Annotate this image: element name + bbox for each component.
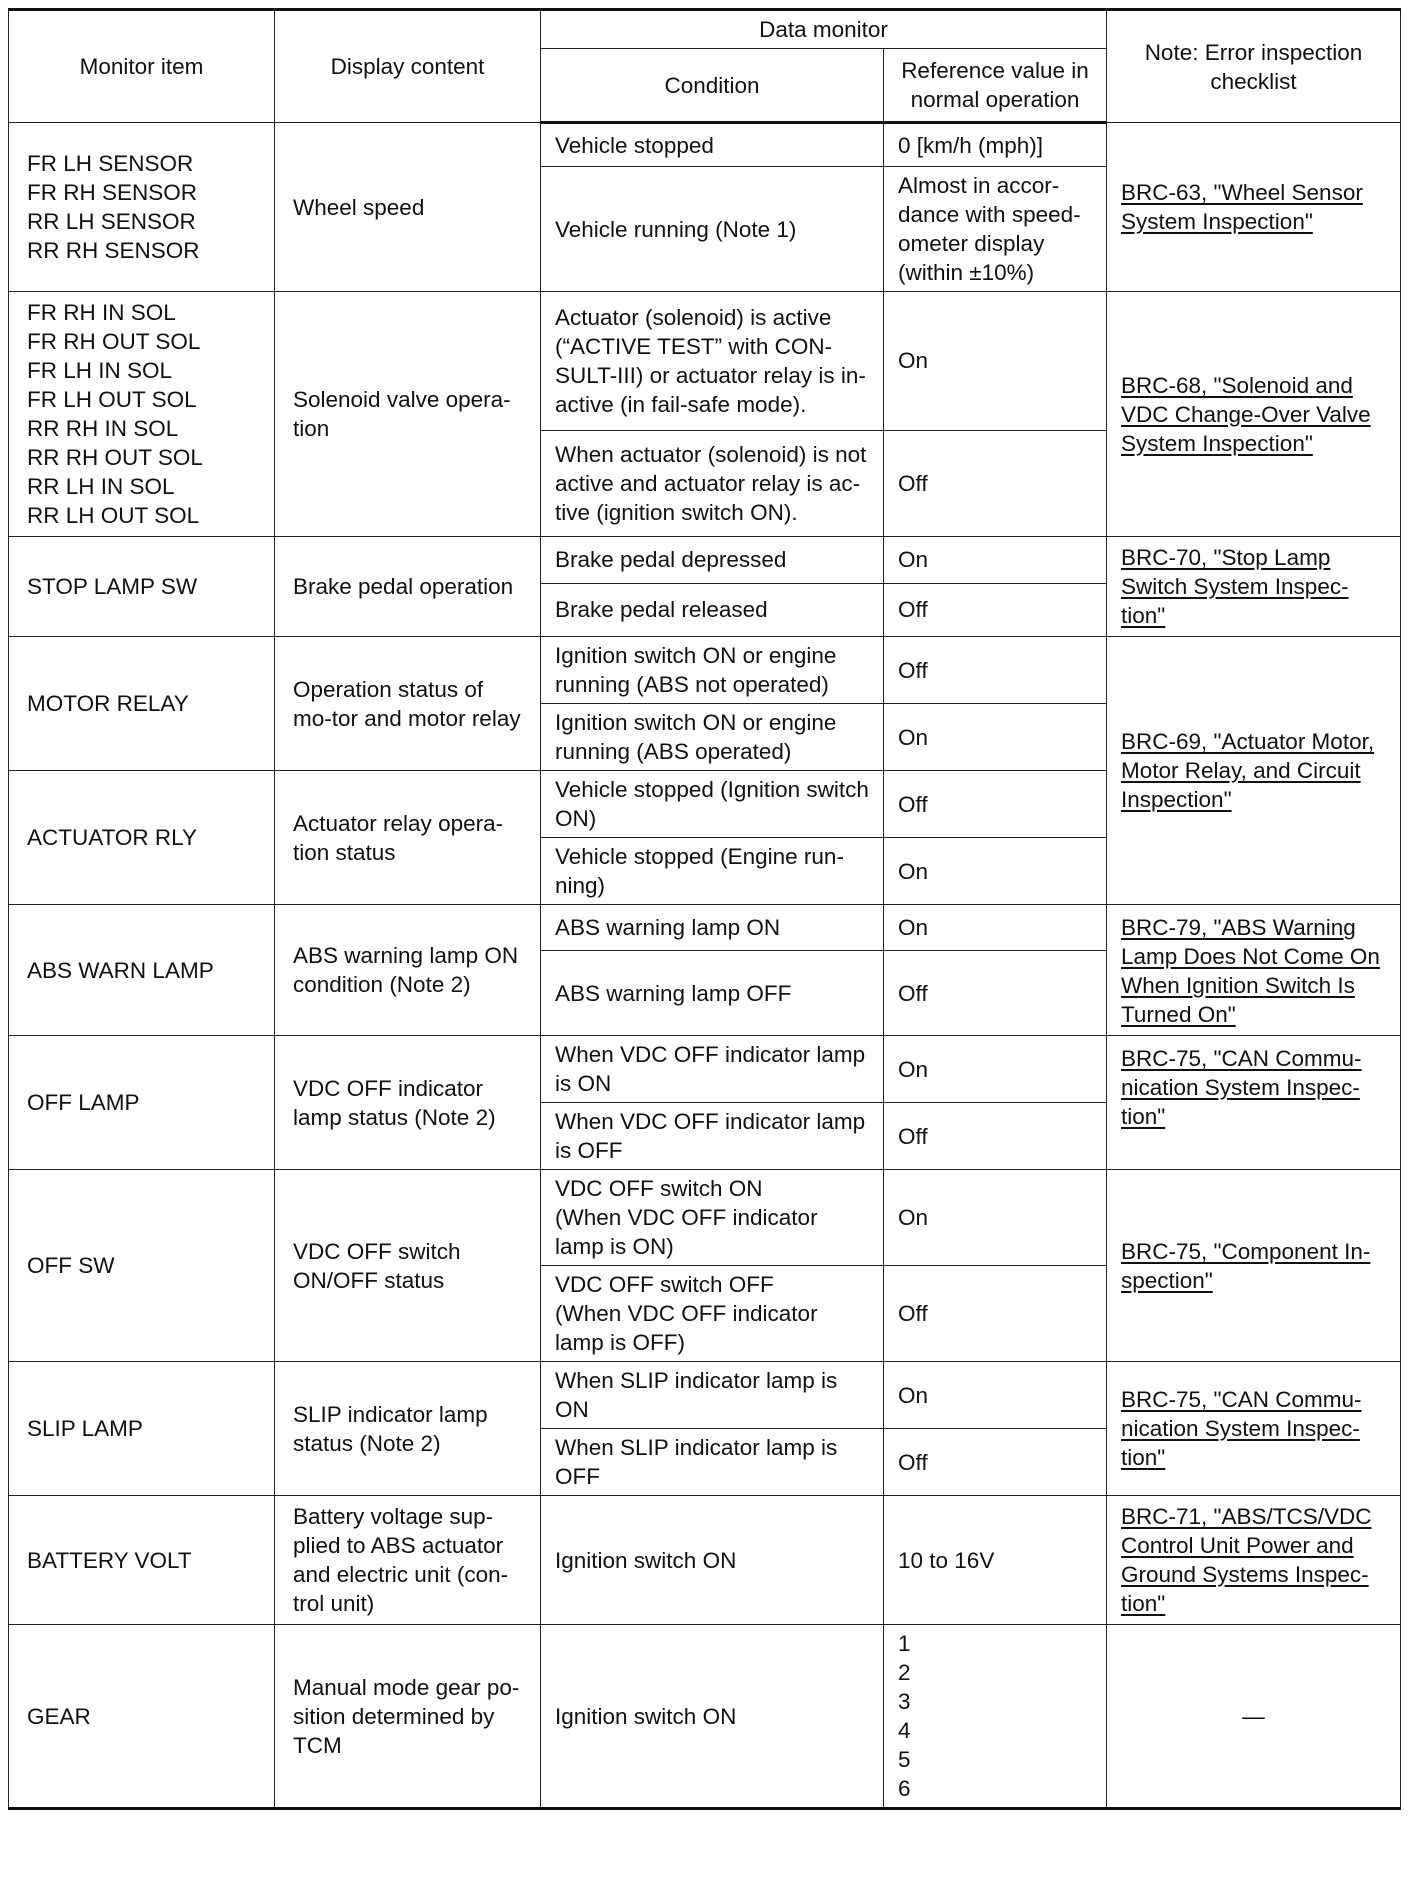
link-can-communication-inspection[interactable]: BRC-75, "CAN Commu-nication System Inspec-tion" (1121, 1046, 1362, 1129)
reference-cell: On (884, 1170, 1107, 1266)
link-abs-warning-lamp[interactable]: BRC-79, "ABS Warning Lamp Does Not Come On When Ignition Switch Is Turned On" (1121, 915, 1380, 1027)
condition-cell: Ignition switch ON or engine running (ABS operated) (541, 704, 884, 771)
reference-cell: 0 [km/h (mph)] (884, 123, 1107, 167)
note-cell (1107, 1496, 1401, 1625)
reference-cell: On (884, 905, 1107, 951)
condition-cell: Actuator (solenoid) is active (“ACTIVE TEST” with CON-SULT-III) or actuator relay is in-active (in fail-safe mode). (541, 292, 884, 431)
reference-cell: On (884, 1036, 1107, 1103)
reference-cell: 1 2 3 4 5 6 (884, 1625, 1107, 1809)
note-cell (1107, 537, 1401, 637)
condition-cell: VDC OFF switch OFF (When VDC OFF indicator lamp is OFF) (541, 1266, 884, 1362)
link-actuator-motor-inspection[interactable]: BRC-69, "Actuator Motor, Motor Relay, and Circuit Inspection" (1121, 729, 1375, 812)
table-row (9, 1625, 1401, 1809)
header-data-monitor: Data monitor (541, 10, 1107, 49)
monitor-item-cell: STOP LAMP SW (9, 537, 275, 637)
monitor-item-cell: ABS WARN LAMP (9, 905, 275, 1036)
reference-cell: Almost in accor- dance with speed- ometer display (within ±10%) (884, 167, 1107, 292)
reference-cell: 10 to 16V (884, 1496, 1107, 1625)
display-content-cell: Operation status of mo-tor and motor relay (275, 637, 541, 771)
reference-cell: On (884, 537, 1107, 584)
note-cell (1107, 1036, 1401, 1170)
display-content-cell: Brake pedal operation (275, 537, 541, 637)
condition-cell: VDC OFF switch ON (When VDC OFF indicator lamp is ON) (541, 1170, 884, 1266)
condition-cell: When SLIP indicator lamp is OFF (541, 1429, 884, 1496)
reference-cell: Off (884, 583, 1107, 636)
condition-cell: Vehicle stopped (Engine run-ning) (541, 838, 884, 905)
note-cell (1107, 1362, 1401, 1496)
table-row (9, 1496, 1401, 1625)
table-row (9, 1170, 1401, 1266)
condition-cell: ABS warning lamp ON (541, 905, 884, 951)
monitor-item-cell: ACTUATOR RLY (9, 771, 275, 905)
table-row (9, 537, 1401, 584)
display-content-cell: Actuator relay opera- tion status (275, 771, 541, 905)
link-stop-lamp-inspection[interactable]: BRC-70, "Stop Lamp Switch System Inspec-tion" (1121, 545, 1349, 628)
reference-cell: On (884, 292, 1107, 431)
table-row (9, 292, 1401, 431)
note-cell (1107, 292, 1401, 537)
condition-cell: When VDC OFF indicator lamp is OFF (541, 1103, 884, 1170)
display-content-cell: Wheel speed (275, 123, 541, 292)
header-monitor-item: Monitor item (9, 10, 275, 123)
monitor-item-cell: FR LH SENSOR FR RH SENSOR RR LH SENSOR RR RH SENSOR (9, 123, 275, 292)
reference-cell: Off (884, 1103, 1107, 1170)
display-content-cell: VDC OFF indicator lamp status (Note 2) (275, 1036, 541, 1170)
table-row (9, 637, 1401, 704)
header-condition: Condition (541, 49, 884, 123)
condition-cell: Ignition switch ON or engine running (ABS not operated) (541, 637, 884, 704)
note-cell (1107, 123, 1401, 292)
condition-cell: ABS warning lamp OFF (541, 951, 884, 1036)
reference-cell: On (884, 838, 1107, 905)
display-content-cell: ABS warning lamp ON condition (Note 2) (275, 905, 541, 1036)
condition-cell: When actuator (solenoid) is not active and actuator relay is ac-tive (ignition switch ON). (541, 430, 884, 536)
data-monitor-table (8, 8, 1401, 1810)
monitor-item-cell: OFF SW (9, 1170, 275, 1362)
reference-cell: On (884, 1362, 1107, 1429)
monitor-item-cell: BATTERY VOLT (9, 1496, 275, 1625)
reference-cell: On (884, 704, 1107, 771)
table-row (9, 1362, 1401, 1429)
condition-cell: Brake pedal depressed (541, 537, 884, 584)
note-cell (1107, 1170, 1401, 1362)
monitor-table-document (8, 8, 1400, 1810)
note-cell: — (1107, 1625, 1401, 1809)
condition-cell: Ignition switch ON (541, 1625, 884, 1809)
display-content-cell: Manual mode gear po-sition determined by TCM (275, 1625, 541, 1809)
table-row (9, 1036, 1401, 1103)
display-content-cell: SLIP indicator lamp status (Note 2) (275, 1362, 541, 1496)
monitor-item-cell: FR RH IN SOL FR RH OUT SOL FR LH IN SOL FR LH OUT SOL RR RH IN SOL RR RH OUT SOL RR LH IN SOL RR LH OUT SOL (9, 292, 275, 537)
condition-cell: Brake pedal released (541, 583, 884, 636)
monitor-item-cell: GEAR (9, 1625, 275, 1809)
display-content-cell: Solenoid valve opera- tion (275, 292, 541, 537)
note-cell (1107, 637, 1401, 905)
condition-cell: Vehicle stopped (Ignition switch ON) (541, 771, 884, 838)
reference-cell: Off (884, 637, 1107, 704)
condition-cell: Vehicle running (Note 1) (541, 167, 884, 292)
header-note: Note: Error inspection checklist (1107, 10, 1401, 123)
table-row (9, 123, 1401, 167)
monitor-item-cell: OFF LAMP (9, 1036, 275, 1170)
display-content-cell: Battery voltage sup-plied to ABS actuator and electric unit (con-trol unit) (275, 1496, 541, 1625)
reference-cell: Off (884, 771, 1107, 838)
link-power-ground-inspection[interactable]: BRC-71, "ABS/TCS/VDC Control Unit Power and Ground Systems Inspec-tion" (1121, 1504, 1372, 1616)
link-can-communication-inspection-2[interactable]: BRC-75, "CAN Commu-nication System Inspec-tion" (1121, 1387, 1362, 1470)
condition-cell: Vehicle stopped (541, 123, 884, 167)
condition-cell: When SLIP indicator lamp is ON (541, 1362, 884, 1429)
display-content-cell: VDC OFF switch ON/OFF status (275, 1170, 541, 1362)
header-display-content: Display content (275, 10, 541, 123)
condition-cell: Ignition switch ON (541, 1496, 884, 1625)
reference-cell: Off (884, 951, 1107, 1036)
link-wheel-sensor-inspection[interactable]: BRC-63, "Wheel Sensor System Inspection" (1121, 180, 1363, 234)
link-component-inspection[interactable]: BRC-75, "Component In-spection" (1121, 1238, 1371, 1293)
note-cell (1107, 905, 1401, 1036)
monitor-item-cell: MOTOR RELAY (9, 637, 275, 771)
reference-cell: Off (884, 430, 1107, 536)
link-solenoid-inspection[interactable]: BRC-68, "Solenoid and VDC Change-Over Valve System Inspection" (1121, 372, 1371, 456)
reference-cell: Off (884, 1266, 1107, 1362)
condition-cell: When VDC OFF indicator lamp is ON (541, 1036, 884, 1103)
monitor-item-cell: SLIP LAMP (9, 1362, 275, 1496)
table-row (9, 905, 1401, 951)
reference-cell: Off (884, 1429, 1107, 1496)
header-reference: Reference value in normal operation (884, 49, 1107, 123)
